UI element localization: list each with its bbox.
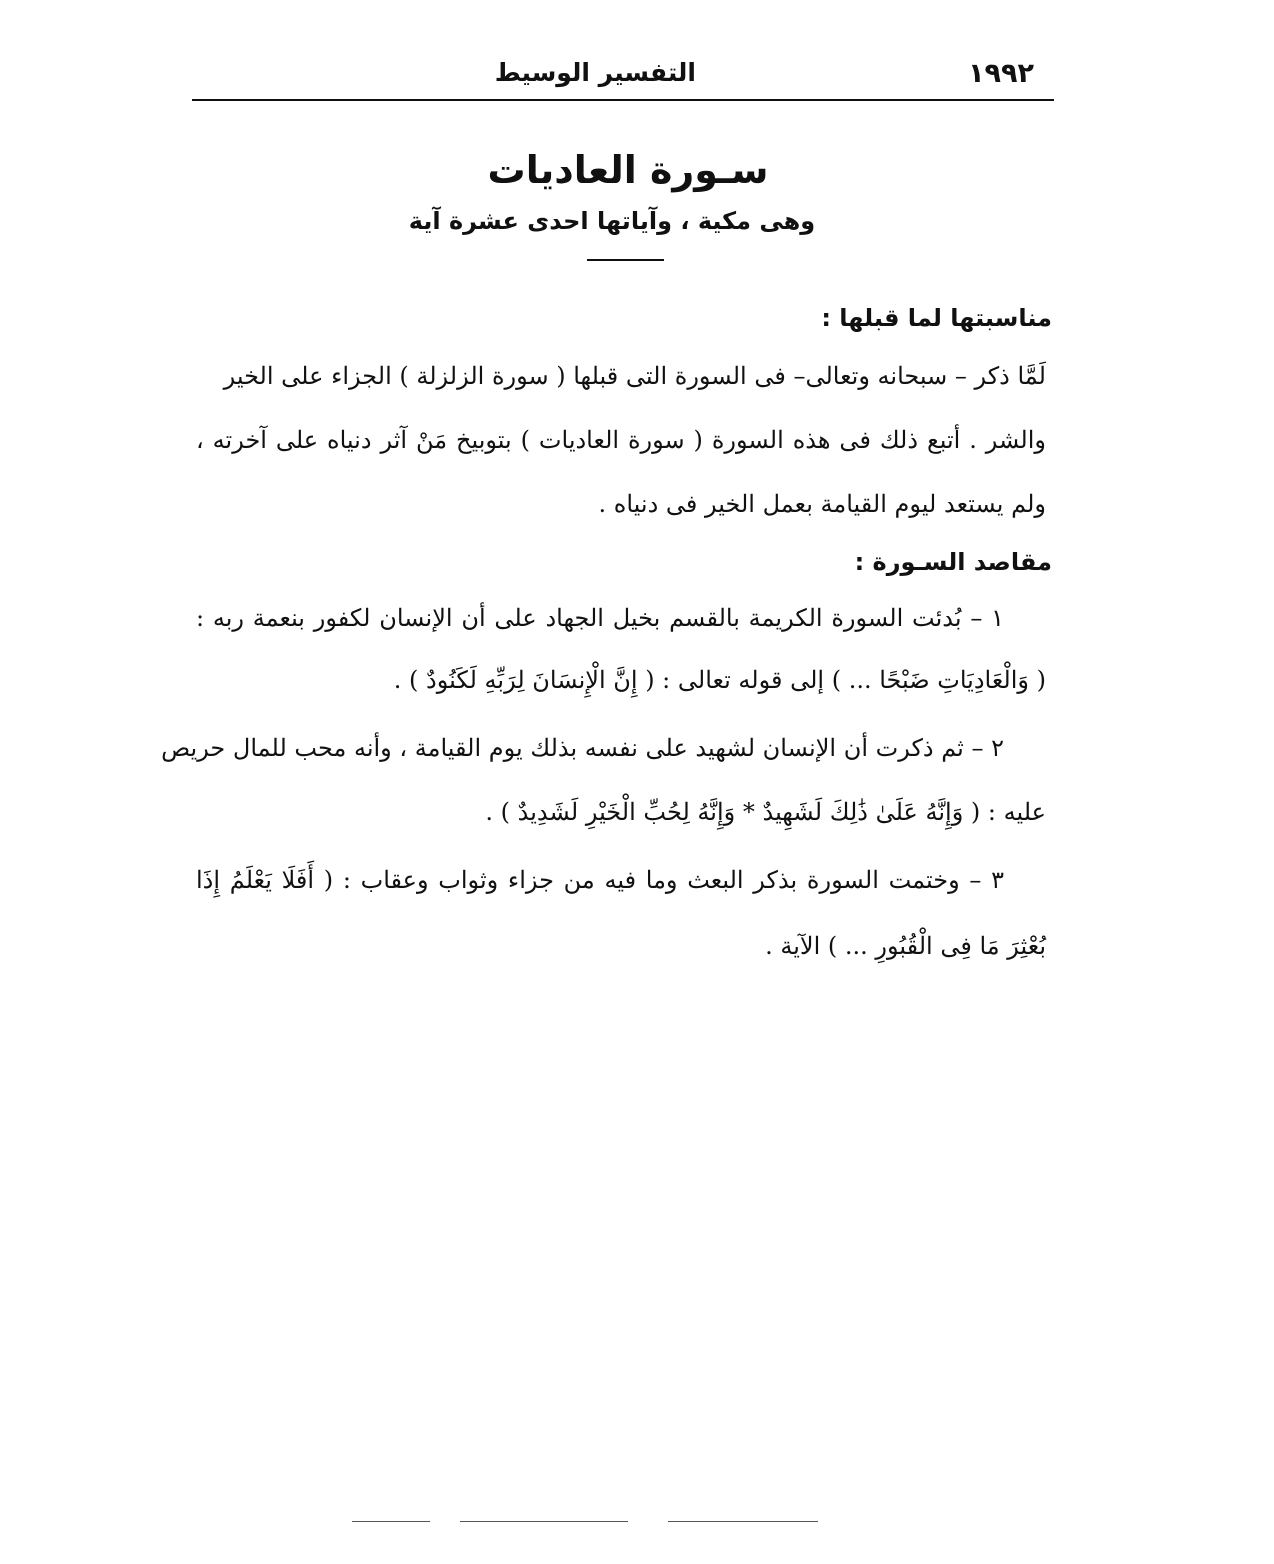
- relation-line-3: ولم يستعد ليوم القيامة بعمل الخير فى دنياه .: [598, 490, 1046, 518]
- header-rule: [192, 99, 1054, 101]
- relation-line-1: لَمَّا ذكر – سبحانه وتعالى– فى السورة التى قبلها ( سورة الزلزلة ) الجزاء على الخير: [223, 362, 1046, 390]
- objective-1-line-2: ( وَالْعَادِيَاتِ ضَبْحًا ... ) إلى قوله تعالى : ( إِنَّ الْإِنسَانَ لِرَبِّهِ لَكَنُودٌ ) .: [393, 666, 1046, 694]
- footer-mark: [352, 1521, 430, 1524]
- objective-1-line-1: ١ – بُدئت السورة الكريمة بالقسم بخيل الجهاد على أن الإنسان لكفور بنعمة ربه :: [196, 604, 1004, 632]
- footer-mark: [460, 1521, 628, 1524]
- relation-heading: مناسبتها لما قبلها :: [821, 304, 1052, 332]
- objective-2-line-2: عليه : ( وَإِنَّهُ عَلَىٰ ذَٰلِكَ لَشَهِيدٌ * وَإِنَّهُ لِحُبِّ الْخَيْرِ لَشَدِيدٌ ) .: [485, 798, 1046, 826]
- objectives-heading: مقاصد السـورة :: [854, 548, 1052, 576]
- objective-3-line-2: بُعْثِرَ مَا فِى الْقُبُورِ ... ) الآية .: [765, 932, 1046, 960]
- footer-mark: [668, 1521, 818, 1524]
- running-title: التفسير الوسيط: [494, 58, 696, 87]
- page-header: [192, 56, 1054, 100]
- surah-subtitle: وهى مكية ، وآياتها احدى عشرة آية: [408, 207, 816, 235]
- relation-line-2: والشر . أتبع ذلك فى هذه السورة ( سورة العاديات ) بتوبيخ مَنْ آثر دنياه على آخرته ،: [196, 426, 1046, 454]
- surah-title: سـورة العاديات: [487, 148, 769, 192]
- page-number: ١٩٩٢: [968, 58, 1034, 89]
- objective-3-line-1: ٣ – وختمت السورة بذكر البعث وما فيه من جزاء وثواب وعقاب : ( أَفَلَا يَعْلَمُ إِذَا: [196, 866, 1004, 894]
- objective-2-line-1: ٢ – ثم ذكرت أن الإنسان لشهيد على نفسه بذلك يوم القيامة ، وأنه محب للمال حريص: [161, 734, 1004, 762]
- title-divider: [587, 259, 664, 261]
